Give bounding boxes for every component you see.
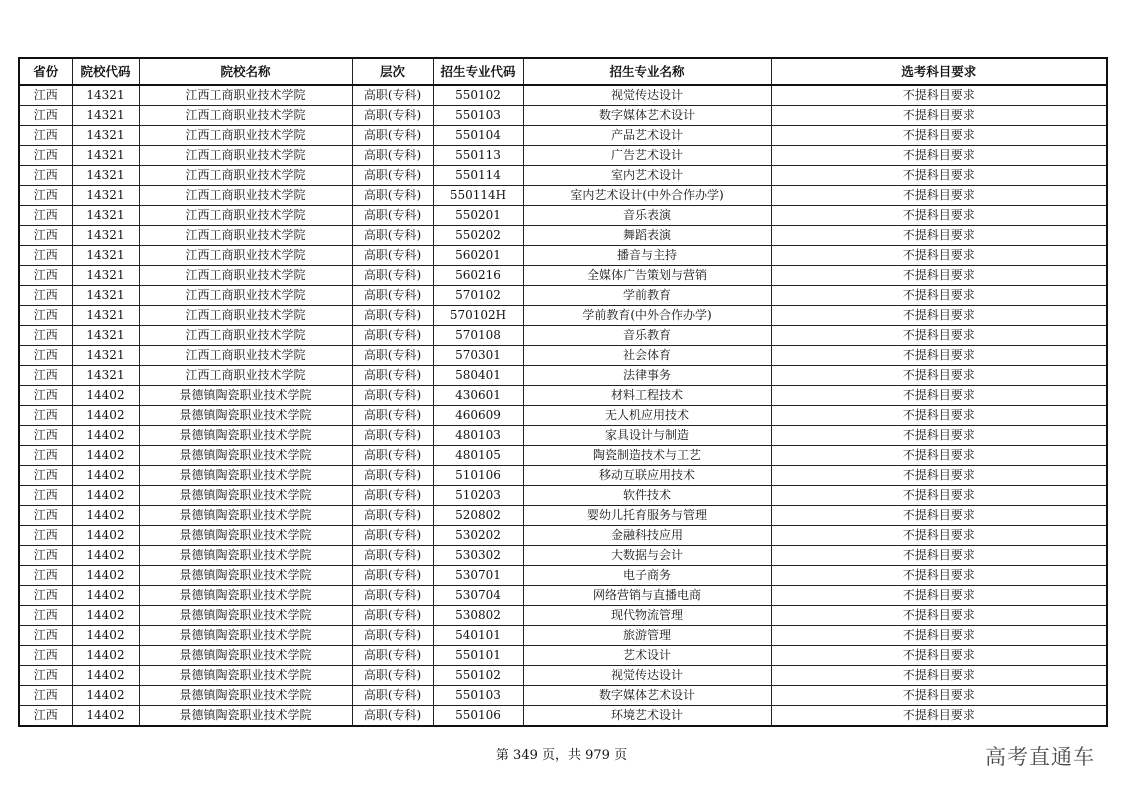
cell-major-code: 550113 xyxy=(433,146,523,166)
cell-province: 江西 xyxy=(19,646,72,666)
cell-major-code: 510203 xyxy=(433,486,523,506)
cell-province: 江西 xyxy=(19,346,72,366)
cell-school-name: 景德镇陶瓷职业技术学院 xyxy=(139,626,352,646)
cell-school-name: 江西工商职业技术学院 xyxy=(139,326,352,346)
cell-subject-requirement: 不提科目要求 xyxy=(771,266,1107,286)
cell-province: 江西 xyxy=(19,606,72,626)
cell-province: 江西 xyxy=(19,626,72,646)
cell-level: 高职(专科) xyxy=(352,106,433,126)
table-row xyxy=(19,286,1107,306)
cell-major-name: 环境艺术设计 xyxy=(523,706,771,727)
cell-level: 高职(专科) xyxy=(352,85,433,106)
table-row xyxy=(19,226,1107,246)
cell-school-code: 14321 xyxy=(72,326,139,346)
header-subject-requirement: 选考科目要求 xyxy=(771,58,1107,85)
cell-school-code: 14321 xyxy=(72,366,139,386)
cell-school-name: 景德镇陶瓷职业技术学院 xyxy=(139,546,352,566)
cell-level: 高职(专科) xyxy=(352,226,433,246)
cell-major-name: 家具设计与制造 xyxy=(523,426,771,446)
cell-school-code: 14321 xyxy=(72,146,139,166)
cell-major-name: 视觉传达设计 xyxy=(523,666,771,686)
cell-province: 江西 xyxy=(19,126,72,146)
cell-level: 高职(专科) xyxy=(352,206,433,226)
cell-major-code: 560201 xyxy=(433,246,523,266)
cell-major-code: 510106 xyxy=(433,466,523,486)
cell-major-name: 室内艺术设计(中外合作办学) xyxy=(523,186,771,206)
cell-major-code: 480103 xyxy=(433,426,523,446)
table-row xyxy=(19,666,1107,686)
cell-major-code: 550201 xyxy=(433,206,523,226)
cell-major-code: 480105 xyxy=(433,446,523,466)
cell-level: 高职(专科) xyxy=(352,486,433,506)
cell-school-name: 江西工商职业技术学院 xyxy=(139,266,352,286)
cell-level: 高职(专科) xyxy=(352,386,433,406)
cell-major-code: 540101 xyxy=(433,626,523,646)
cell-province: 江西 xyxy=(19,226,72,246)
table-row xyxy=(19,126,1107,146)
cell-level: 高职(专科) xyxy=(352,166,433,186)
cell-subject-requirement: 不提科目要求 xyxy=(771,626,1107,646)
cell-province: 江西 xyxy=(19,166,72,186)
cell-school-code: 14321 xyxy=(72,186,139,206)
cell-level: 高职(专科) xyxy=(352,406,433,426)
cell-subject-requirement: 不提科目要求 xyxy=(771,286,1107,306)
table-row xyxy=(19,466,1107,486)
cell-school-name: 景德镇陶瓷职业技术学院 xyxy=(139,446,352,466)
cell-major-code: 580401 xyxy=(433,366,523,386)
table-row xyxy=(19,186,1107,206)
cell-school-code: 14321 xyxy=(72,85,139,106)
table-row xyxy=(19,706,1107,727)
cell-subject-requirement: 不提科目要求 xyxy=(771,486,1107,506)
cell-major-code: 550103 xyxy=(433,106,523,126)
cell-province: 江西 xyxy=(19,486,72,506)
table-row xyxy=(19,566,1107,586)
table-row xyxy=(19,586,1107,606)
cell-school-name: 景德镇陶瓷职业技术学院 xyxy=(139,466,352,486)
cell-major-code: 550102 xyxy=(433,85,523,106)
cell-subject-requirement: 不提科目要求 xyxy=(771,206,1107,226)
cell-school-name: 江西工商职业技术学院 xyxy=(139,366,352,386)
cell-province: 江西 xyxy=(19,586,72,606)
cell-province: 江西 xyxy=(19,206,72,226)
cell-level: 高职(专科) xyxy=(352,466,433,486)
cell-school-code: 14402 xyxy=(72,706,139,727)
cell-school-code: 14402 xyxy=(72,506,139,526)
table-row xyxy=(19,626,1107,646)
cell-major-code: 550202 xyxy=(433,226,523,246)
cell-subject-requirement: 不提科目要求 xyxy=(771,666,1107,686)
cell-province: 江西 xyxy=(19,406,72,426)
cell-subject-requirement: 不提科目要求 xyxy=(771,166,1107,186)
cell-school-name: 景德镇陶瓷职业技术学院 xyxy=(139,566,352,586)
cell-school-code: 14402 xyxy=(72,686,139,706)
cell-school-name: 江西工商职业技术学院 xyxy=(139,286,352,306)
cell-school-code: 14402 xyxy=(72,406,139,426)
cell-province: 江西 xyxy=(19,706,72,727)
table-row xyxy=(19,306,1107,326)
cell-school-code: 14402 xyxy=(72,486,139,506)
cell-province: 江西 xyxy=(19,85,72,106)
cell-province: 江西 xyxy=(19,466,72,486)
cell-level: 高职(专科) xyxy=(352,546,433,566)
cell-level: 高职(专科) xyxy=(352,326,433,346)
cell-school-name: 景德镇陶瓷职业技术学院 xyxy=(139,686,352,706)
cell-level: 高职(专科) xyxy=(352,686,433,706)
table-row xyxy=(19,546,1107,566)
cell-school-name: 江西工商职业技术学院 xyxy=(139,346,352,366)
header-school-name: 院校名称 xyxy=(139,58,352,85)
cell-school-name: 江西工商职业技术学院 xyxy=(139,206,352,226)
cell-school-name: 江西工商职业技术学院 xyxy=(139,126,352,146)
cell-subject-requirement: 不提科目要求 xyxy=(771,646,1107,666)
cell-school-name: 景德镇陶瓷职业技术学院 xyxy=(139,426,352,446)
table-row xyxy=(19,446,1107,466)
cell-school-code: 14402 xyxy=(72,666,139,686)
cell-subject-requirement: 不提科目要求 xyxy=(771,546,1107,566)
cell-major-name: 舞蹈表演 xyxy=(523,226,771,246)
cell-major-code: 550101 xyxy=(433,646,523,666)
cell-school-name: 江西工商职业技术学院 xyxy=(139,306,352,326)
cell-major-code: 550106 xyxy=(433,706,523,727)
table-row xyxy=(19,106,1107,126)
cell-province: 江西 xyxy=(19,506,72,526)
admission-table xyxy=(18,57,1108,727)
cell-subject-requirement: 不提科目要求 xyxy=(771,446,1107,466)
cell-school-name: 景德镇陶瓷职业技术学院 xyxy=(139,646,352,666)
cell-major-name: 网络营销与直播电商 xyxy=(523,586,771,606)
cell-school-code: 14321 xyxy=(72,106,139,126)
cell-school-name: 景德镇陶瓷职业技术学院 xyxy=(139,586,352,606)
cell-major-code: 520802 xyxy=(433,506,523,526)
cell-province: 江西 xyxy=(19,306,72,326)
cell-subject-requirement: 不提科目要求 xyxy=(771,406,1107,426)
cell-school-code: 14402 xyxy=(72,626,139,646)
cell-major-name: 音乐教育 xyxy=(523,326,771,346)
cell-level: 高职(专科) xyxy=(352,186,433,206)
page-number: 第 349 页，共 979 页 xyxy=(495,748,628,763)
cell-major-code: 550114 xyxy=(433,166,523,186)
cell-school-name: 景德镇陶瓷职业技术学院 xyxy=(139,506,352,526)
cell-subject-requirement: 不提科目要求 xyxy=(771,426,1107,446)
cell-school-code: 14321 xyxy=(72,246,139,266)
cell-major-code: 530302 xyxy=(433,546,523,566)
cell-school-code: 14321 xyxy=(72,266,139,286)
cell-major-code: 560216 xyxy=(433,266,523,286)
cell-province: 江西 xyxy=(19,446,72,466)
cell-major-code: 550104 xyxy=(433,126,523,146)
cell-major-name: 播音与主持 xyxy=(523,246,771,266)
cell-level: 高职(专科) xyxy=(352,526,433,546)
cell-subject-requirement: 不提科目要求 xyxy=(771,106,1107,126)
cell-subject-requirement: 不提科目要求 xyxy=(771,186,1107,206)
table-row xyxy=(19,606,1107,626)
cell-school-code: 14321 xyxy=(72,126,139,146)
cell-province: 江西 xyxy=(19,366,72,386)
cell-level: 高职(专科) xyxy=(352,126,433,146)
watermark-logo-text: 高考直通车 xyxy=(985,745,1095,769)
cell-major-code: 550103 xyxy=(433,686,523,706)
cell-major-name: 艺术设计 xyxy=(523,646,771,666)
cell-major-code: 530202 xyxy=(433,526,523,546)
cell-major-code: 430601 xyxy=(433,386,523,406)
cell-school-code: 14321 xyxy=(72,306,139,326)
cell-school-code: 14402 xyxy=(72,466,139,486)
cell-subject-requirement: 不提科目要求 xyxy=(771,366,1107,386)
cell-major-name: 数字媒体艺术设计 xyxy=(523,686,771,706)
cell-subject-requirement: 不提科目要求 xyxy=(771,506,1107,526)
cell-major-name: 材料工程技术 xyxy=(523,386,771,406)
table-row xyxy=(19,486,1107,506)
cell-subject-requirement: 不提科目要求 xyxy=(771,126,1107,146)
cell-province: 江西 xyxy=(19,146,72,166)
cell-subject-requirement: 不提科目要求 xyxy=(771,706,1107,727)
cell-school-name: 江西工商职业技术学院 xyxy=(139,186,352,206)
cell-level: 高职(专科) xyxy=(352,146,433,166)
cell-school-code: 14321 xyxy=(72,286,139,306)
cell-major-name: 音乐表演 xyxy=(523,206,771,226)
table-row xyxy=(19,266,1107,286)
cell-major-name: 广告艺术设计 xyxy=(523,146,771,166)
cell-level: 高职(专科) xyxy=(352,446,433,466)
table-row xyxy=(19,646,1107,666)
cell-subject-requirement: 不提科目要求 xyxy=(771,586,1107,606)
cell-subject-requirement: 不提科目要求 xyxy=(771,606,1107,626)
cell-subject-requirement: 不提科目要求 xyxy=(771,526,1107,546)
header-school-code: 院校代码 xyxy=(72,58,139,85)
table-row xyxy=(19,686,1107,706)
cell-major-name: 学前教育 xyxy=(523,286,771,306)
cell-major-code: 550114H xyxy=(433,186,523,206)
cell-school-name: 景德镇陶瓷职业技术学院 xyxy=(139,386,352,406)
table-header xyxy=(19,58,1107,85)
cell-school-code: 14402 xyxy=(72,526,139,546)
cell-level: 高职(专科) xyxy=(352,566,433,586)
cell-major-code: 530701 xyxy=(433,566,523,586)
cell-major-name: 全媒体广告策划与营销 xyxy=(523,266,771,286)
cell-major-name: 无人机应用技术 xyxy=(523,406,771,426)
cell-subject-requirement: 不提科目要求 xyxy=(771,246,1107,266)
cell-school-name: 景德镇陶瓷职业技术学院 xyxy=(139,486,352,506)
table-row xyxy=(19,366,1107,386)
cell-major-code: 530704 xyxy=(433,586,523,606)
cell-school-name: 景德镇陶瓷职业技术学院 xyxy=(139,666,352,686)
cell-major-name: 陶瓷制造技术与工艺 xyxy=(523,446,771,466)
cell-province: 江西 xyxy=(19,386,72,406)
cell-subject-requirement: 不提科目要求 xyxy=(771,566,1107,586)
table-row xyxy=(19,246,1107,266)
cell-level: 高职(专科) xyxy=(352,346,433,366)
cell-major-name: 现代物流管理 xyxy=(523,606,771,626)
table-body xyxy=(19,85,1107,726)
cell-subject-requirement: 不提科目要求 xyxy=(771,686,1107,706)
cell-school-name: 江西工商职业技术学院 xyxy=(139,166,352,186)
cell-school-name: 江西工商职业技术学院 xyxy=(139,106,352,126)
cell-major-name: 数字媒体艺术设计 xyxy=(523,106,771,126)
cell-major-code: 550102 xyxy=(433,666,523,686)
cell-level: 高职(专科) xyxy=(352,606,433,626)
cell-school-name: 江西工商职业技术学院 xyxy=(139,146,352,166)
cell-subject-requirement: 不提科目要求 xyxy=(771,306,1107,326)
cell-major-code: 570108 xyxy=(433,326,523,346)
cell-province: 江西 xyxy=(19,566,72,586)
table-row xyxy=(19,146,1107,166)
cell-subject-requirement: 不提科目要求 xyxy=(771,466,1107,486)
cell-school-code: 14402 xyxy=(72,546,139,566)
table-row xyxy=(19,406,1107,426)
cell-subject-requirement: 不提科目要求 xyxy=(771,226,1107,246)
cell-major-code: 570301 xyxy=(433,346,523,366)
cell-major-name: 室内艺术设计 xyxy=(523,166,771,186)
cell-school-code: 14402 xyxy=(72,606,139,626)
cell-school-code: 14321 xyxy=(72,206,139,226)
cell-major-name: 学前教育(中外合作办学) xyxy=(523,306,771,326)
table-row xyxy=(19,386,1107,406)
cell-major-name: 移动互联应用技术 xyxy=(523,466,771,486)
table-row xyxy=(19,206,1107,226)
cell-level: 高职(专科) xyxy=(352,366,433,386)
table-row xyxy=(19,426,1107,446)
table-row xyxy=(19,346,1107,366)
cell-level: 高职(专科) xyxy=(352,506,433,526)
cell-level: 高职(专科) xyxy=(352,586,433,606)
cell-major-code: 570102 xyxy=(433,286,523,306)
cell-province: 江西 xyxy=(19,686,72,706)
cell-subject-requirement: 不提科目要求 xyxy=(771,146,1107,166)
table-row xyxy=(19,526,1107,546)
cell-major-name: 社会体育 xyxy=(523,346,771,366)
cell-school-code: 14402 xyxy=(72,586,139,606)
header-major-code: 招生专业代码 xyxy=(433,58,523,85)
cell-school-name: 江西工商职业技术学院 xyxy=(139,246,352,266)
table-row xyxy=(19,506,1107,526)
cell-province: 江西 xyxy=(19,266,72,286)
table-row xyxy=(19,326,1107,346)
cell-province: 江西 xyxy=(19,286,72,306)
cell-level: 高职(专科) xyxy=(352,246,433,266)
cell-province: 江西 xyxy=(19,526,72,546)
table-row xyxy=(19,85,1107,106)
header-row xyxy=(19,58,1107,85)
header-level: 层次 xyxy=(352,58,433,85)
cell-school-name: 景德镇陶瓷职业技术学院 xyxy=(139,526,352,546)
cell-major-name: 金融科技应用 xyxy=(523,526,771,546)
cell-major-name: 旅游管理 xyxy=(523,626,771,646)
cell-province: 江西 xyxy=(19,666,72,686)
cell-major-name: 婴幼儿托育服务与管理 xyxy=(523,506,771,526)
cell-major-code: 570102H xyxy=(433,306,523,326)
cell-level: 高职(专科) xyxy=(352,626,433,646)
cell-subject-requirement: 不提科目要求 xyxy=(771,326,1107,346)
cell-level: 高职(专科) xyxy=(352,706,433,727)
cell-major-name: 产品艺术设计 xyxy=(523,126,771,146)
cell-subject-requirement: 不提科目要求 xyxy=(771,85,1107,106)
cell-level: 高职(专科) xyxy=(352,306,433,326)
cell-school-name: 景德镇陶瓷职业技术学院 xyxy=(139,706,352,727)
cell-school-code: 14402 xyxy=(72,446,139,466)
cell-province: 江西 xyxy=(19,326,72,346)
cell-province: 江西 xyxy=(19,246,72,266)
cell-subject-requirement: 不提科目要求 xyxy=(771,346,1107,366)
cell-province: 江西 xyxy=(19,106,72,126)
cell-major-name: 大数据与会计 xyxy=(523,546,771,566)
cell-school-code: 14402 xyxy=(72,646,139,666)
cell-province: 江西 xyxy=(19,546,72,566)
cell-school-code: 14321 xyxy=(72,226,139,246)
cell-school-code: 14402 xyxy=(72,426,139,446)
cell-province: 江西 xyxy=(19,426,72,446)
header-major-name: 招生专业名称 xyxy=(523,58,771,85)
cell-school-code: 14402 xyxy=(72,386,139,406)
cell-level: 高职(专科) xyxy=(352,666,433,686)
cell-school-code: 14321 xyxy=(72,346,139,366)
cell-level: 高职(专科) xyxy=(352,286,433,306)
cell-school-name: 景德镇陶瓷职业技术学院 xyxy=(139,406,352,426)
cell-major-name: 软件技术 xyxy=(523,486,771,506)
cell-school-name: 江西工商职业技术学院 xyxy=(139,226,352,246)
cell-major-code: 530802 xyxy=(433,606,523,626)
cell-major-name: 电子商务 xyxy=(523,566,771,586)
header-province: 省份 xyxy=(19,58,72,85)
table-row xyxy=(19,166,1107,186)
cell-school-code: 14321 xyxy=(72,166,139,186)
cell-level: 高职(专科) xyxy=(352,426,433,446)
cell-major-name: 视觉传达设计 xyxy=(523,85,771,106)
cell-school-code: 14402 xyxy=(72,566,139,586)
cell-level: 高职(专科) xyxy=(352,266,433,286)
cell-school-name: 景德镇陶瓷职业技术学院 xyxy=(139,606,352,626)
cell-level: 高职(专科) xyxy=(352,646,433,666)
cell-major-code: 460609 xyxy=(433,406,523,426)
cell-province: 江西 xyxy=(19,186,72,206)
cell-major-name: 法律事务 xyxy=(523,366,771,386)
cell-school-name: 江西工商职业技术学院 xyxy=(139,85,352,106)
cell-subject-requirement: 不提科目要求 xyxy=(771,386,1107,406)
